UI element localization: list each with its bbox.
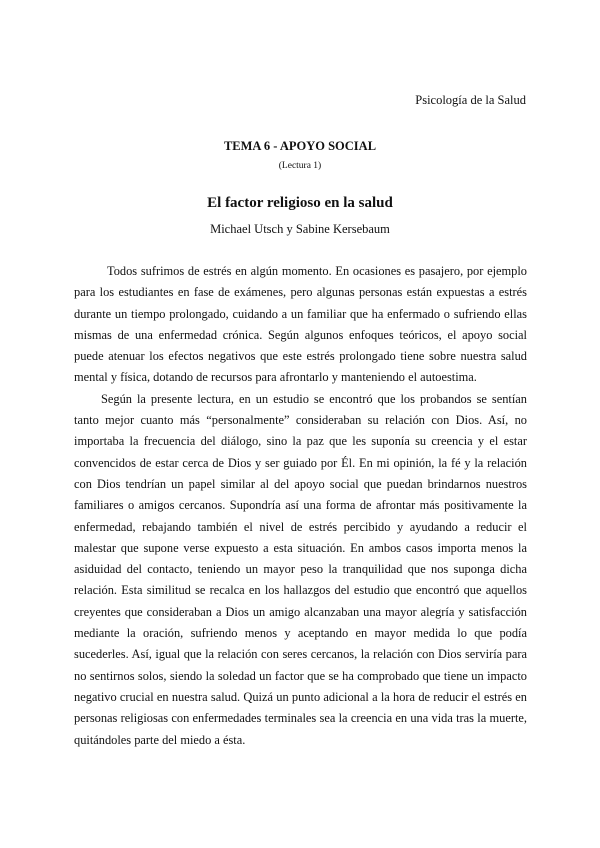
paragraph: Todos sufrimos de estrés en algún momento. En ocasiones es pasajero, por ejemplo para los estudiantes en fase de exámenes, pero algunas personas están expuestas a estrés durante un tiempo prolongado, cuidando a un familiar que ha enfermado o sufriendo ellas mismas de una enfermedad crónica. Según algunos enfoques teóricos, el apoyo social puede atenuar los efectos negativos que este estrés prolongado tiene sobre nuestra salud mental y física, dotando de recursos para afrontarlo y manteniendo el autoestima.	[74, 264, 527, 385]
article-title: El factor religioso en la salud	[207, 195, 393, 211]
article-authors: Michael Utsch y Sabine Kersebaum	[210, 222, 390, 236]
topic-title: TEMA 6 - APOYO SOCIAL	[223, 139, 377, 153]
course-header: Psicología de la Salud	[415, 93, 526, 107]
body-text	[74, 261, 527, 751]
reading-label: (Lectura 1)	[278, 161, 322, 171]
paragraph: Según la presente lectura, en un estudio se encontró que los probandos se sentían tanto mejor cuanto más “personalmente” consideraban su relación con Dios. Así, no importaba la frecuencia del diálogo, sino la paz que les suponía su creencia y el estar convencidos de estar cerca de Dios y ser guiado por Él. En mi opinión, la fé y la relación con Dios tendrían un papel similar al del apoyo social que puedan brindarnos nuestros familiares o amigos cercanos. Supondría así una forma de afrontar más positivamente la enfermedad, rebajando también el nivel de estrés percibido y ayudando a reducir el malestar que supone verse expuesto a esta situación. En ambos casos importa menos la asiduidad del contacto, teniendo un mayor peso la tranquilidad que nos suponga dicha relación. Esta similitud se recalca en los hallazgos del estudio que encontró que aquellos creyentes que consideraban a Dios un amigo alcanzaban una mayor alegría y satisfacción mediante la oración, sufriendo menos y aceptando en mayor medida lo que podía sucederles. Así, igual que la relación con seres cercanos, la relación con Dios serviría para no sentirnos solos, siendo la soledad un factor que se ha comprobado que tiene un impacto negativo crucial en nuestra salud. Quizá un punto adicional a la hora de reducir el estrés en personas religiosas con enfermedades terminales sea la creencia en una vida tras la muerte, quitándoles parte del miedo a ésta.	[74, 391, 527, 747]
